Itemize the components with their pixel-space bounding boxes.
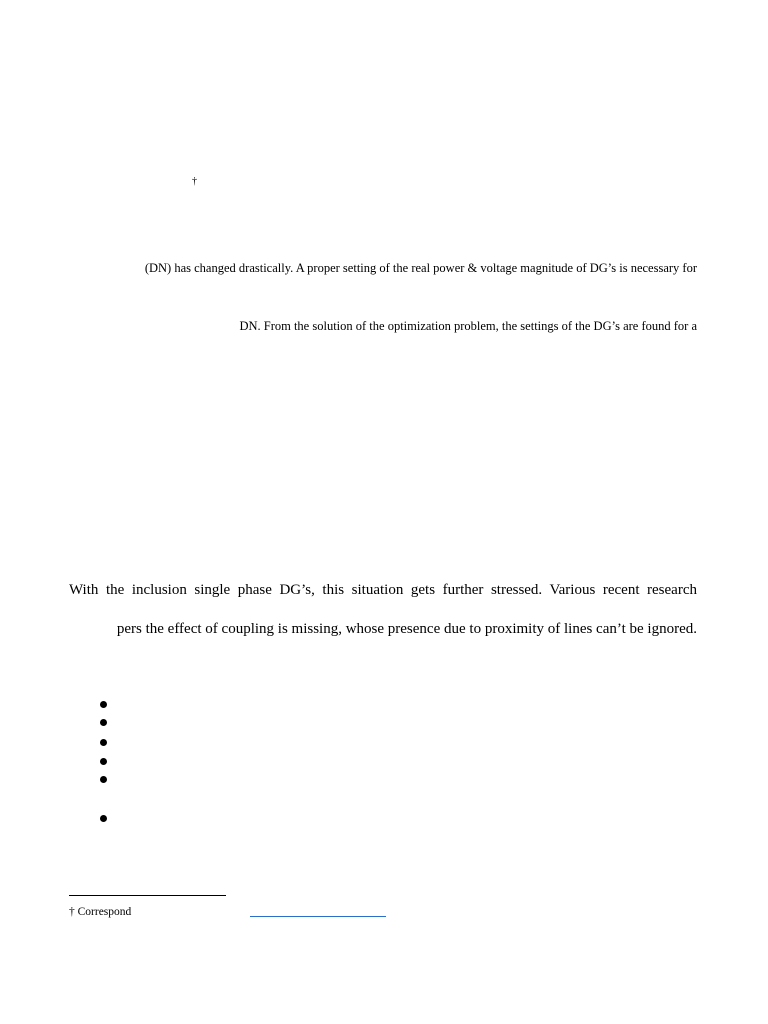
bullet-list	[100, 0, 110, 1024]
footnote-separator	[69, 895, 226, 896]
author-footnote-mark: †	[192, 176, 197, 187]
bullet-point	[100, 758, 107, 765]
bullet-point	[100, 815, 107, 822]
footnote-corresponding-author: † Correspond	[69, 906, 132, 918]
bullet-point	[100, 719, 107, 726]
introduction-line-1: With the inclusion single phase DG’s, this situation gets further stressed. Various recent research	[69, 582, 697, 598]
bullet-point	[100, 739, 107, 746]
bullet-point	[100, 776, 107, 783]
bullet-point	[100, 701, 107, 708]
abstract-line-1: (DN) has changed drastically. A proper setting of the real power & voltage magnitude of DG’s is necessary for	[144, 261, 697, 275]
footnote-email-link[interactable]	[250, 916, 386, 917]
introduction-line-2: pers the effect of coupling is missing, whose presence due to proximity of lines can’t be ignored.	[116, 621, 697, 637]
abstract-line-2: DN. From the solution of the optimization problem, the settings of the DG’s are found for a	[239, 319, 697, 333]
